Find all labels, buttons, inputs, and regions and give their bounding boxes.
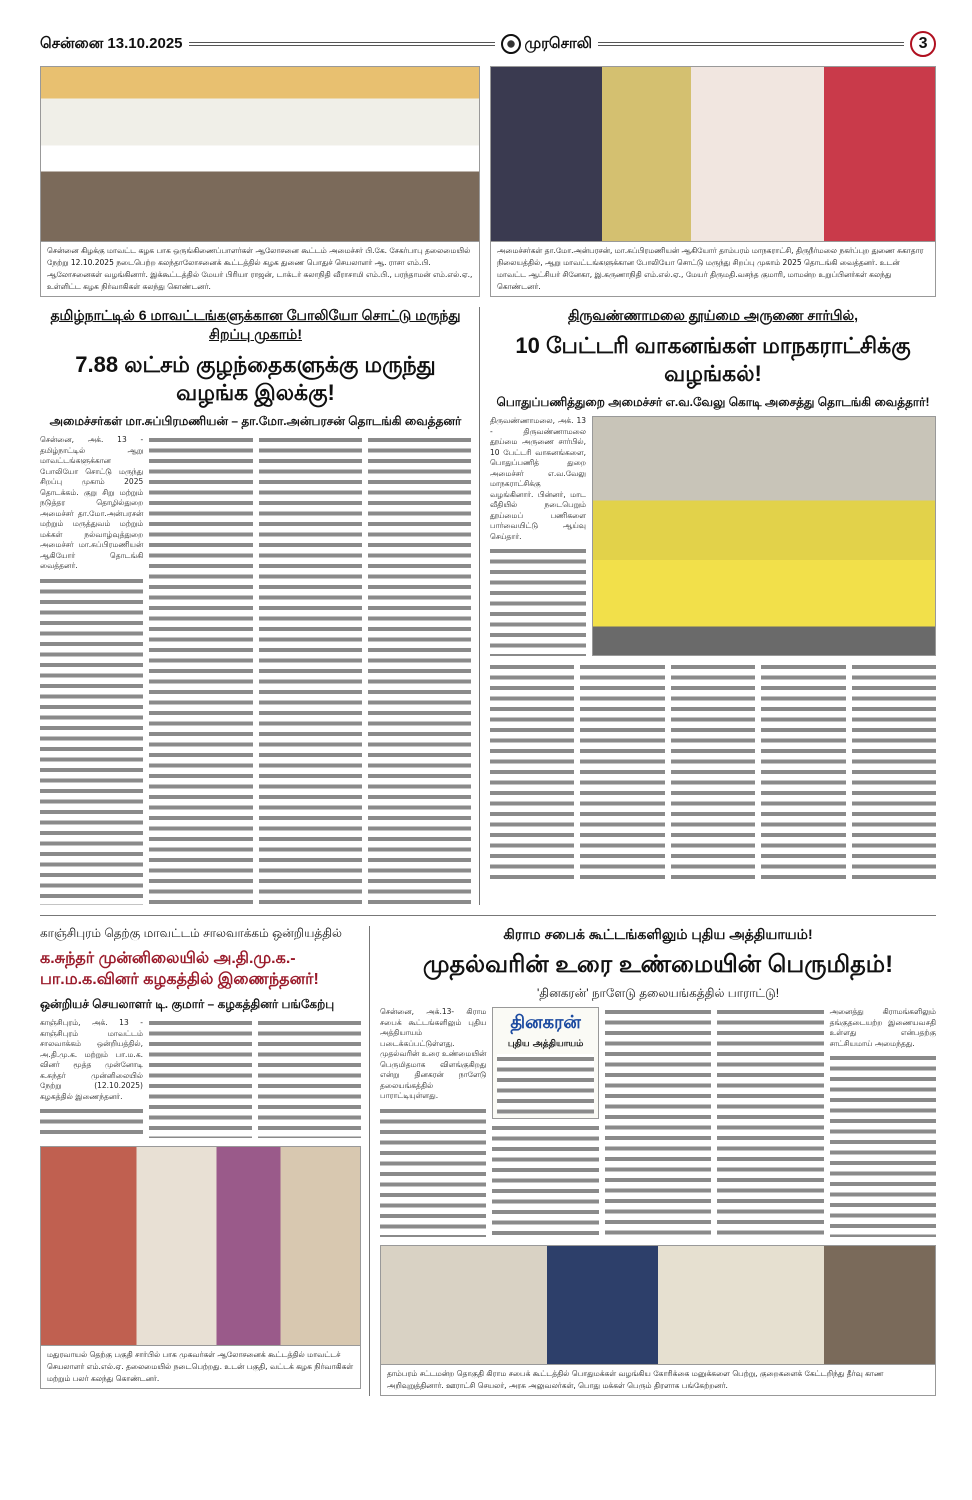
- kanchi-column: [149, 1018, 252, 1138]
- village-kicker: கிராம சபைக் கூட்டங்களிலும் புதிய அத்தியாயம்!: [503, 926, 813, 942]
- section-divider: [40, 915, 936, 916]
- meeting-photo: [40, 66, 480, 242]
- header-rule: [189, 42, 495, 46]
- battery-body-text: [580, 662, 664, 882]
- battery-column: [761, 662, 845, 882]
- village-body-text: [380, 1106, 486, 1238]
- kanchi-column: [40, 1018, 143, 1138]
- bottom-row: [40, 926, 936, 1396]
- polio-column: [259, 435, 362, 905]
- battery-bottom-columns: [490, 662, 936, 882]
- polio-subhead: அமைச்சர்கள் மா.சுப்பிரமணியன் – தா.மோ.அன்பரசன் தொடங்கி வைத்தனர்: [49, 414, 462, 428]
- clipping-title: புதிய அத்தியாயம்: [507, 1039, 584, 1049]
- battery-top-columns: [490, 416, 936, 656]
- village-column: [605, 1007, 711, 1237]
- battery-column: [671, 662, 755, 882]
- photo-caption: சென்னை கிழக்கு மாவட்ட கழக பாக ஒருங்கிணைப்பாளர்கள் ஆலோசனை கூட்டம் அமைச்சர் பி.கே. சேகர்பாபு தலைமையில் நேற்று 12.10.2025 நடைபெற்ற கலந்தாலோசனைக் கூட்டத்தில் கழக துணை பொதுச் செயலாளர் ஆ. ராசா எம்.பி. ஆலோசனைகள் வழங்கினார். இக்கூட்டத்தில் மேயர் பிரியா ராஜன், டாக்டர் கலாநிதி வீராசாமி எம்.பி., பரந்தாமன் எம்.எல்.ஏ., உள்ளிட்ட கழக நிர்வாகிகள் கலந்து கொண்டனர்.: [40, 242, 480, 297]
- polio-column: [40, 435, 143, 905]
- kanchi-subhead: ஒன்றியச் செயலாளர் டி. குமார் – கழகத்தினர் பங்கேற்பு: [40, 997, 335, 1011]
- village-column: [492, 1007, 598, 1237]
- photo-caption: மதுரவாயல் தெற்கு பகுதி சார்பில் பாக முகவர்கள் ஆலோசனைக் கூட்டத்தில் மாவட்டச் செயலாளர் எம்.எல்.ஏ. தலைமையில் நடைபெற்றது. உடன் பகுதி, வட்டக் கழக நிர்வாகிகள் மற்றும் பலர் கலந்து கொண்டனர்.: [40, 1346, 361, 1389]
- village-body-text: [830, 1053, 936, 1237]
- kanchi-body-text: [149, 1018, 252, 1138]
- polio-lead: சென்னை, அக். 13 - தமிழ்நாட்டில் ஆறு மாவட்டங்களுக்கான போலியோ சொட்டு மருந்து சிறப்பு முகாம் 2025 தொடக்கம். குறு சிறு மற்றும் நடுத்தர தொழில்துறை அமைச்சர் தா.மோ.அன்பரசன் மற்றும் மருத்துவம் மற்றும் மக்கள் நல்வாழ்வுத்துறை அமைச்சர் மா.சுப்பிரமணியன் ஆகியோர் தொடங்கி வைத்தனர்.: [40, 435, 144, 570]
- battery-body-text: [671, 662, 755, 882]
- photo-caption: தாம்பரம் சட்டமன்ற தொகுதி கிராம சபைக் கூட்டத்தில் பொதுமக்கள் வழங்கிய கோரிக்கை மனுக்களை பெற்று, குறைகளைக் கேட்டறிந்து தீர்வு காண அறிவுறுத்தினார். ஊராட்சி செயலர், அரசு அலுவலர்கள், பொது மக்கள் பெரும் திரளாக பங்கேற்றனர்.: [380, 1365, 936, 1396]
- village-column: [380, 1007, 486, 1237]
- polio-headline: 7.88 லட்சம் குழந்தைகளுக்கு மருந்து வழங்க இலக்கு!: [75, 352, 436, 405]
- top-left-photo-block: [40, 66, 480, 297]
- page-number: 3: [910, 31, 936, 57]
- battery-body-text: [852, 662, 936, 882]
- issue-date: சென்னை 13.10.2025: [40, 34, 183, 52]
- battery-article: [490, 307, 936, 905]
- kanchi-body-text: [258, 1018, 361, 1138]
- battery-lead: திருவண்ணாமலை, அக். 13 - திருவண்ணாமலை தூய்மை அருணை சார்பில், 10 பேட்டரி வாகனங்களை, பொதுப்பணித் துறை அமைச்சர் எ.வ.வேலு மாநகராட்சிக்கு வழங்கினார். பின்னர், மாட வீதியில் நடைபெறும் தூய்மைப் பணிகளை பார்வையிட்டு ஆய்வு செய்தார்.: [490, 416, 586, 541]
- masthead: [501, 34, 593, 54]
- polio-article: [40, 307, 480, 905]
- battery-column: [490, 416, 586, 656]
- battery-column: [580, 662, 664, 882]
- battery-body-text: [490, 546, 586, 656]
- polio-body-text: [40, 576, 143, 906]
- battery-column: [852, 662, 936, 882]
- village-column: [717, 1007, 823, 1237]
- clipping-masthead: தினகரன்: [510, 1012, 581, 1032]
- kanchi-columns: [40, 1018, 361, 1138]
- village-body-text: [717, 1007, 823, 1237]
- polio-column: [149, 435, 252, 905]
- village-body-text: [605, 1007, 711, 1237]
- battery-subhead: பொதுப்பணித்துறை அமைச்சர் எ.வ.வேலு கொடி அசைத்து தொடங்கி வைத்தார்!: [496, 395, 930, 409]
- kanchi-headline: க.சுந்தர் முன்னிலையில் அ.தி.மு.க.-பா.ம.க.வினர் கழகத்தில் இணைந்தனர்!: [40, 950, 319, 988]
- village-columns: [380, 1007, 936, 1237]
- paper-name: முரசொலி: [524, 34, 593, 52]
- grama-sabha-photo: [380, 1245, 936, 1365]
- village-column: [830, 1007, 936, 1237]
- polio-column: [368, 435, 471, 905]
- village-subhead: 'தினகரன்' நாளேடு தலையங்கத்தில் பாராட்டு!: [536, 986, 780, 1000]
- kanchi-article: [40, 926, 370, 1396]
- polio-body-text: [368, 435, 471, 905]
- battery-vehicles-photo: [592, 416, 936, 656]
- battery-column: [490, 662, 574, 882]
- polio-kicker: தமிழ்நாட்டில் 6 மாவட்டங்களுக்கான போலியோ சொட்டு மருந்து சிறப்பு முகாம்!: [50, 307, 461, 342]
- murasoli-logo-icon: [501, 34, 521, 54]
- clipping-text: [497, 1054, 593, 1114]
- polio-body-text: [259, 435, 362, 905]
- village-lead: சென்னை, அக்.13- கிராம சபைக் கூட்டங்களிலும் புதிய அத்தியாயம் படைக்கப்பட்டுள்ளது. முதல்வரின் உரை உண்மையின் பெருமிதமாக விளங்குகிறது என்று தினகரன் நாளேடு தலையங்கத்தில் பாராட்டியுள்ளது.: [380, 1007, 487, 1100]
- battery-body-text: [490, 662, 574, 882]
- kanchi-photo: [40, 1146, 361, 1346]
- header-rule: [598, 42, 904, 46]
- top-right-photo-block: [490, 66, 936, 297]
- top-photo-row: [40, 66, 936, 297]
- battery-body-text: [761, 662, 845, 882]
- kanchi-column: [258, 1018, 361, 1138]
- village-article: [380, 926, 936, 1396]
- polio-camp-photo: [490, 66, 936, 242]
- photo-caption: அமைச்சர்கள் தா.மோ.அன்பரசன், மா.சுப்பிரமணியன் ஆகியோர் தாம்பரம் மாநகராட்சி, திருநீர்மலை நகர்ப்புற துணை சுகாதார நிலையத்தில், ஆறு மாவட்டங்களுக்கான போலியோ சொட்டு மருந்து சிறப்பு முகாம் 2025 தொடங்கி வைத்தனர். உடன் மாவட்ட ஆட்சியர் சினேகா, இ.கருணாநிதி எம்.எல்.ஏ., மேயர் திருமதி.வசந்த குமாரி, மாமன்ற உறுப்பினர்கள் கலந்து கொண்டனர்.: [490, 242, 936, 297]
- village-side-text: அனைத்து கிராமங்களிலும் தங்குதடையற்ற இணையவசதி உள்ளது என்பதற்கு சாட்சியமாய் அமைந்தது.: [829, 1007, 937, 1048]
- kanchi-body-text: [40, 1106, 143, 1138]
- village-body-text: [492, 1123, 598, 1237]
- dinakaran-clipping: [492, 1007, 598, 1119]
- middle-row: [40, 307, 936, 905]
- polio-body-text: [149, 435, 252, 905]
- battery-kicker: திருவண்ணாமலை தூய்மை அருணை சார்பில்,: [567, 307, 859, 323]
- page-header: [40, 30, 936, 58]
- battery-headline: 10 பேட்டரி வாகனங்கள் மாநகராட்சிக்கு வழங்கல்!: [515, 333, 911, 386]
- village-headline: முதல்வரின் உரை உண்மையின் பெருமிதம்!: [422, 951, 894, 978]
- kanchi-lead: காஞ்சிபுரம், அக். 13 - காஞ்சிபுரம் மாவட்டம் சாலவாக்கம் ஒன்றியத்தில், அ.தி.மு.க. மற்றும் பா.ம.க. வினர் மூத்த முன்னோடி க.சுந்தர் முன்னிலையில் நேற்று (12.10.2025) கழகத்தில் இணைந்தனர்.: [40, 1018, 143, 1101]
- kanchi-kicker: காஞ்சிபுரம் தெற்கு மாவட்டம் சாலவாக்கம் ஒன்றியத்தில்: [40, 926, 342, 940]
- polio-columns: [40, 435, 471, 905]
